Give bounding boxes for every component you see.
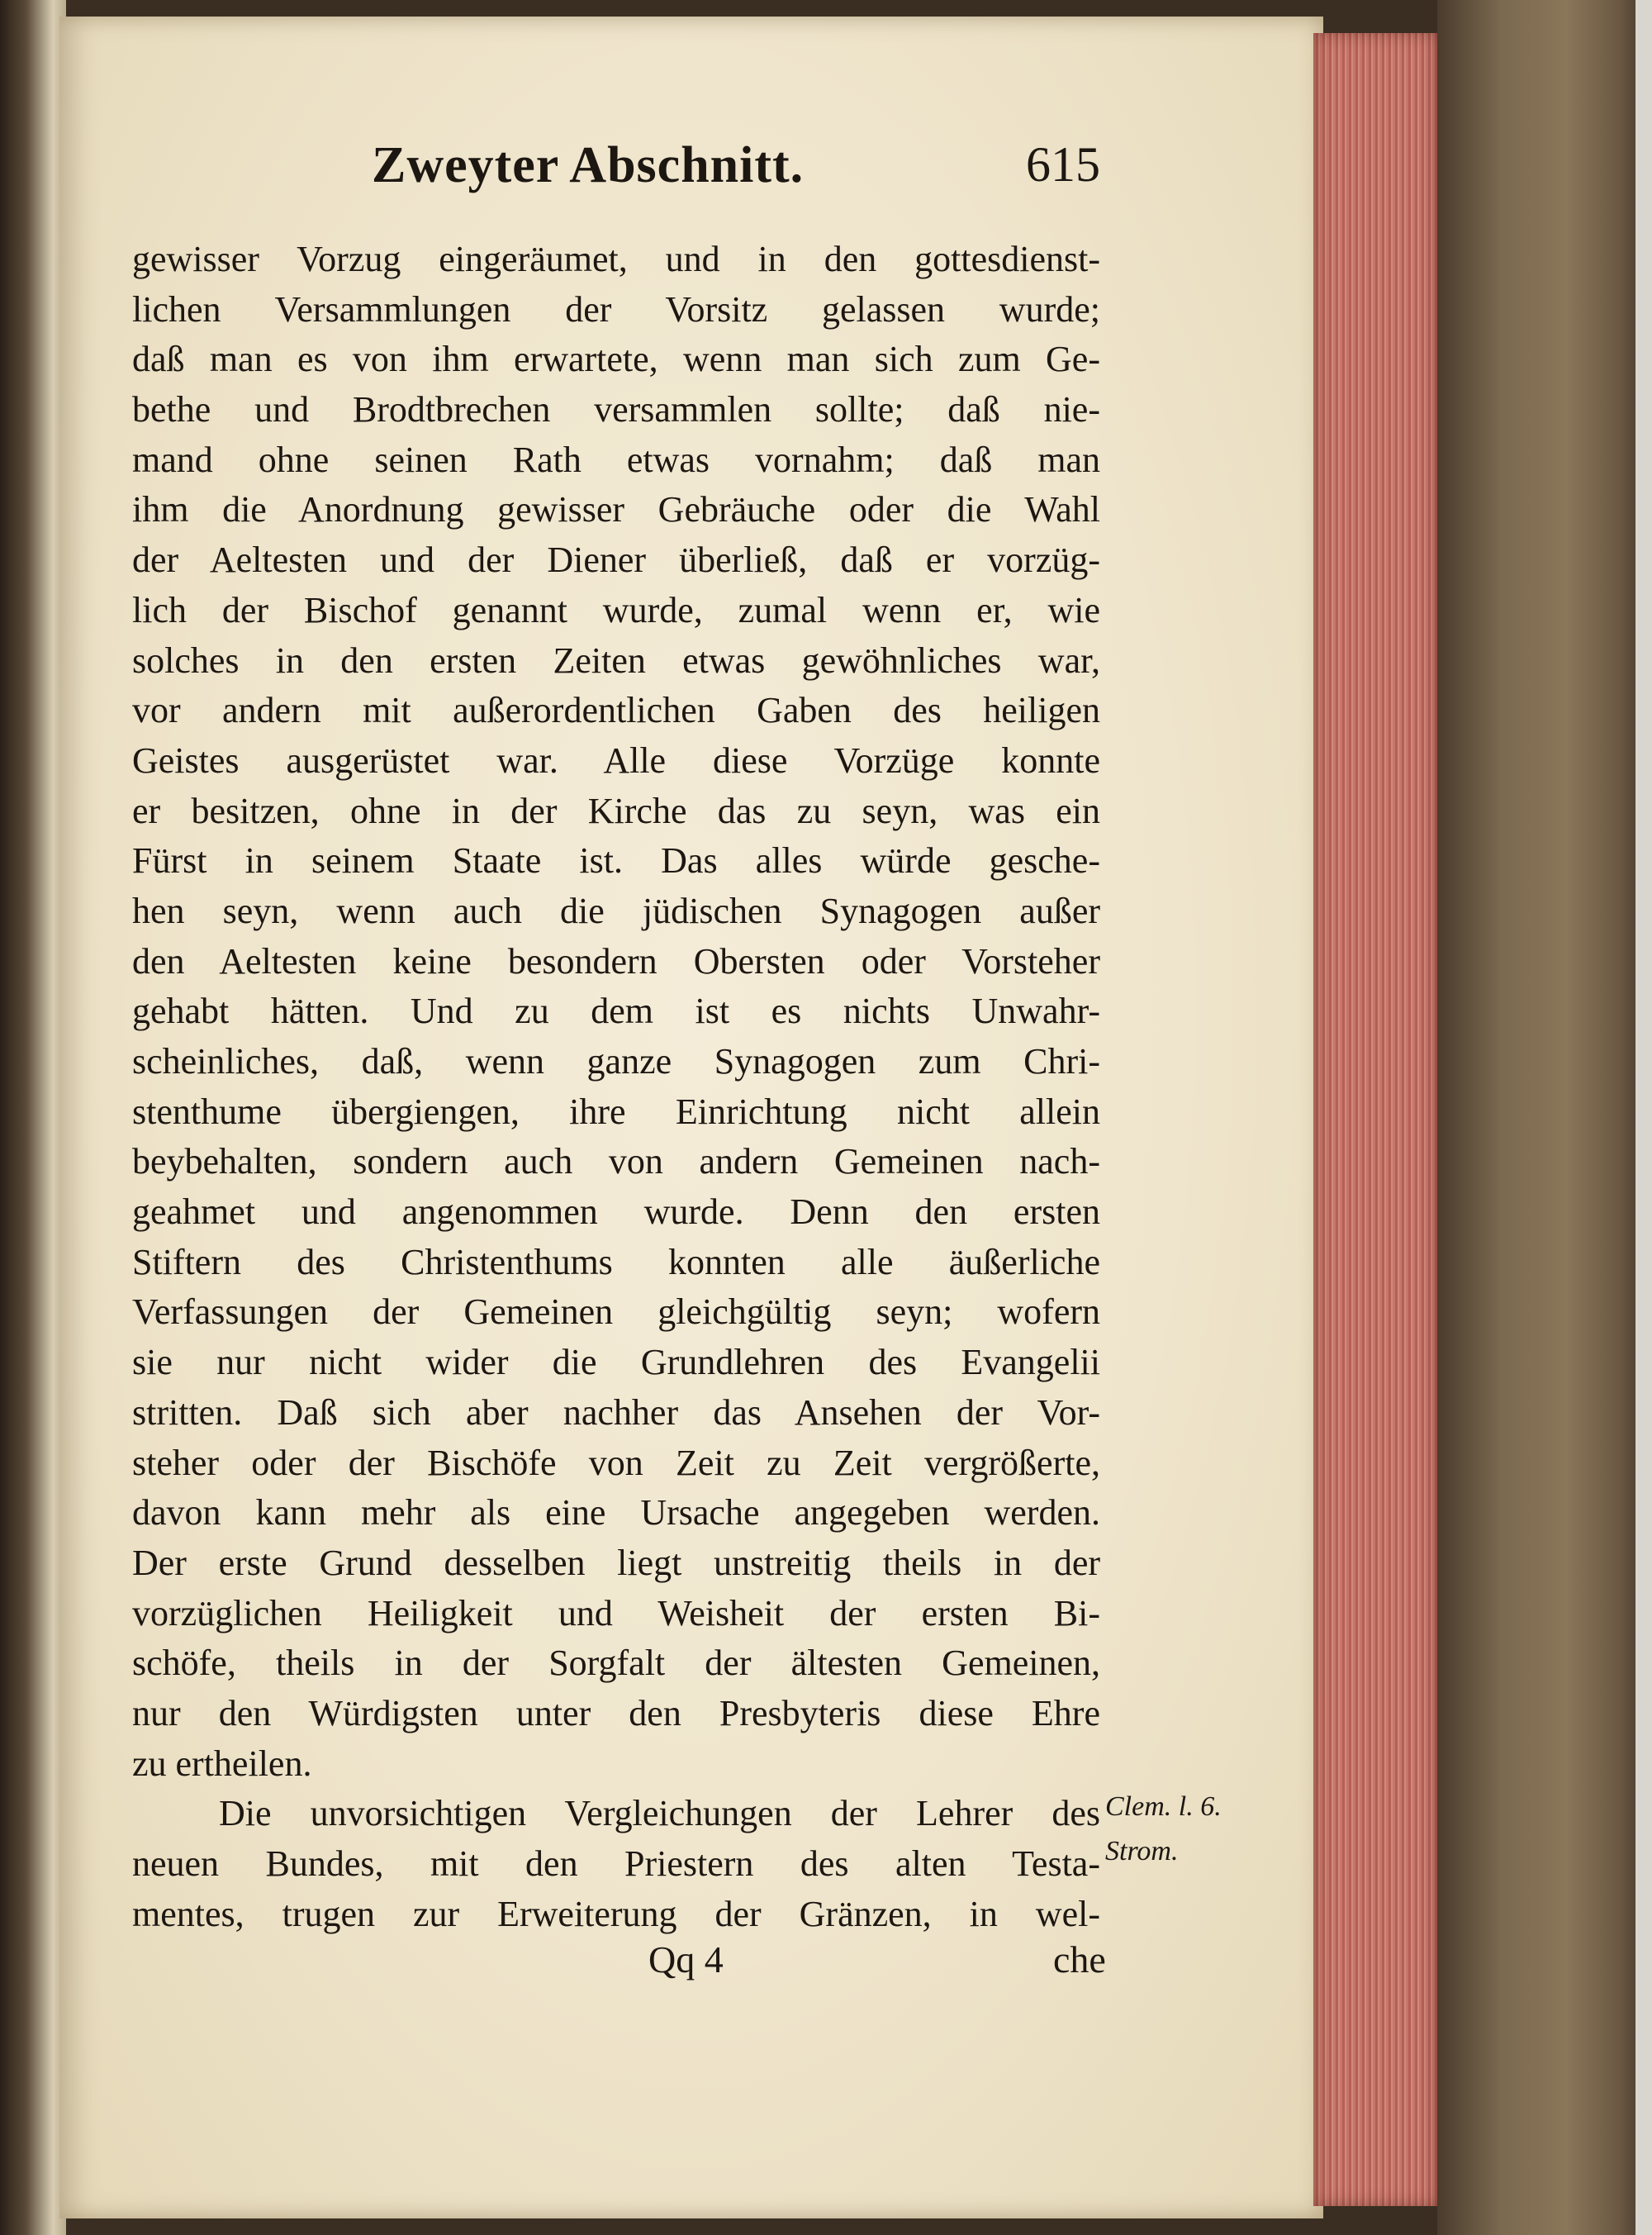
text-line: solches in den ersten Zeiten etwas gewöhnliches war,: [132, 640, 1100, 681]
text-line: geahmet und angenommen wurde. Denn den ersten: [132, 1191, 1100, 1233]
background-edge: [1635, 0, 1652, 2235]
text-line: scheinliches, daß, wenn ganze Synagogen zum Chri-: [132, 1041, 1100, 1082]
text-line: Der erste Grund desselben liegt unstreitig theils in der: [132, 1542, 1100, 1583]
text-line: sie nur nicht wider die Grundlehren des Evangelii: [132, 1342, 1100, 1383]
text-line: lich der Bischof genannt wurde, zumal wenn er, wie: [132, 589, 1100, 630]
text-line: Geistes ausgerüstet war. Alle diese Vorzüge konnte: [132, 739, 1100, 781]
text-line: Die unvorsichtigen Vergleichungen der Lehrer des: [219, 1793, 1100, 1834]
text-line: beybehalten, sondern auch von andern Gemeinen nach-: [132, 1141, 1100, 1182]
margin-note: Strom.: [1105, 1836, 1179, 1866]
text-line: gehabt hätten. Und zu dem ist es nichts Unwahr-: [132, 991, 1100, 1032]
text-line: steher oder der Bischöfe von Zeit zu Zeit vergrößerte,: [132, 1442, 1100, 1483]
text-line: schöfe, theils in der Sorgfalt der ältesten Gemeinen,: [132, 1643, 1100, 1684]
facing-page-edge: [0, 0, 66, 2235]
running-title: Zweyter Abschnitt.: [372, 137, 805, 193]
text-line: Fürst in seinem Staate ist. Das alles würde gesche-: [132, 840, 1100, 882]
page-number: 615: [1026, 137, 1100, 192]
page-header: [132, 136, 1100, 202]
text-line: er besitzen, ohne in der Kirche das zu seyn, was ein: [132, 790, 1100, 831]
text-line: stenthume übergiengen, ihre Einrichtung nicht allein: [132, 1091, 1100, 1132]
text-line: den Aeltesten keine besondern Obersten oder Vorsteher: [132, 940, 1100, 982]
text-line: Verfassungen der Gemeinen gleichgültig seyn; wofern: [132, 1291, 1100, 1333]
text-line: ihm die Anordnung gewisser Gebräuche oder die Wahl: [132, 489, 1100, 530]
text-line: bethe und Brodtbrechen versammlen sollte; daß nie-: [132, 389, 1100, 430]
text-line: lichen Versammlungen der Vorsitz gelassen wurde;: [132, 288, 1100, 330]
book-cover: [1437, 0, 1652, 2235]
text-line: daß man es von ihm erwartete, wenn man sich zum Ge-: [132, 339, 1100, 380]
margin-note: Clem. l. 6.: [1105, 1791, 1222, 1822]
text-line: mand ohne seinen Rath etwas vornahm; daß man: [132, 439, 1100, 480]
text-line: Stiftern des Christenthums konnten alle äußerliche: [132, 1241, 1100, 1282]
text-line: zu ertheilen.: [132, 1743, 312, 1784]
catchword: che: [1053, 1938, 1106, 1981]
text-line: nur den Würdigsten unter den Presbyteris diese Ehre: [132, 1692, 1100, 1733]
text-line: neuen Bundes, mit den Priestern des alten Testa-: [132, 1843, 1100, 1884]
text-line: stritten. Daß sich aber nachher das Ansehen der Vor-: [132, 1391, 1100, 1433]
text-line: mentes, trugen zur Erweiterung der Gränzen, in wel-: [132, 1893, 1100, 1934]
text-line: der Aeltesten und der Diener überließ, daß er vorzüg-: [132, 540, 1100, 581]
text-line: vorzüglichen Heiligkeit und Weisheit der ersten Bi-: [132, 1592, 1100, 1633]
signature-mark: Qq 4: [648, 1938, 724, 1981]
body-text: [132, 235, 1100, 1939]
text-line: vor andern mit außerordentlichen Gaben des heiligen: [132, 690, 1100, 731]
text-line: gewisser Vorzug eingeräumet, und in den gottesdienst-: [132, 239, 1100, 279]
text-line: davon kann mehr als eine Ursache angegeben werden.: [132, 1492, 1100, 1534]
text-line: hen seyn, wenn auch die jüdischen Synagogen außer: [132, 890, 1100, 931]
page-edges-red: [1313, 33, 1437, 2206]
